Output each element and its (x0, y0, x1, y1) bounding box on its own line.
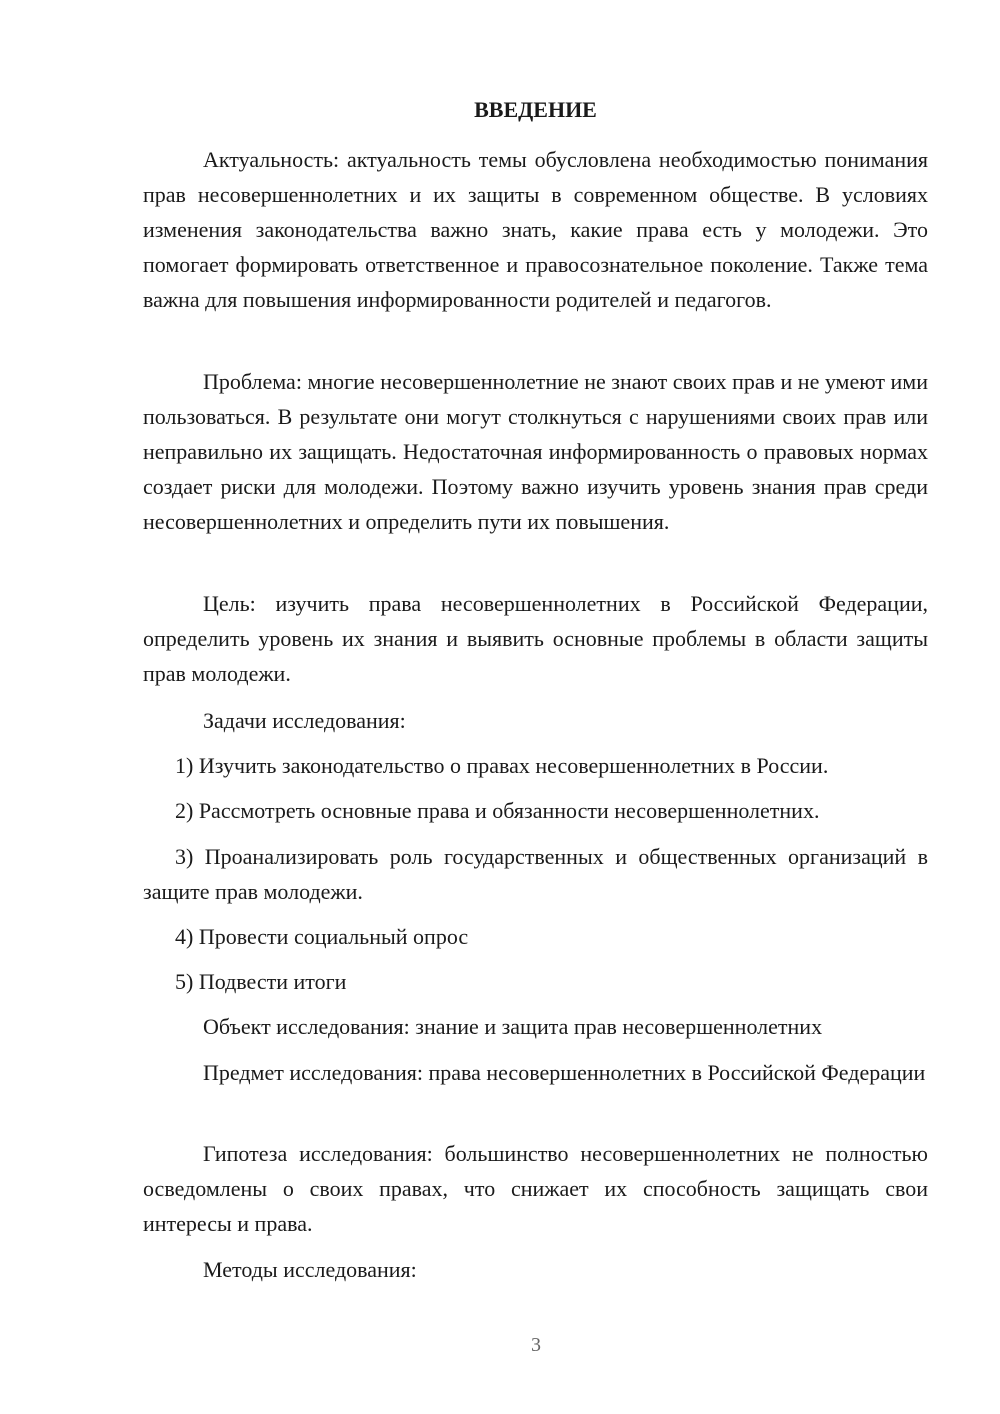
paragraph-subject: Предмет исследования: права несовершеннолетних в Российской Федерации (203, 1060, 926, 1085)
paragraph-goal: Цель: изучить права несовершеннолетних в Российской Федерации, определить уровень их знания и выявить основные проблемы в области защиты прав молодежи. (143, 591, 928, 686)
paragraph-tasks-heading: Задачи исследования: (203, 708, 406, 733)
paragraph-object: Объект исследования: знание и защита прав несовершеннолетних (203, 1014, 823, 1039)
list-item-task-4: 4) Провести социальный опрос (175, 924, 469, 949)
list-item-task-1: 1) Изучить законодательство о правах несовершеннолетних в России. (175, 753, 829, 778)
page-title: ВВЕДЕНИЕ (474, 97, 597, 122)
paragraph-methods: Методы исследования: (203, 1257, 417, 1282)
paragraph-relevance: Актуальность: актуальность темы обусловлена необходимостью понимания прав несовершеннолетних и их защиты в современном обществе. В условиях изменения законодательства важно знать, какие права есть у молодежи. Это помогает формировать ответственное и правосознательное поколение. Также тема важна для повышения информированности родителей и педагогов. (143, 147, 928, 312)
list-item-task-3: 3) Проанализировать роль государственных и общественных организаций в защите прав молодежи. (143, 844, 928, 904)
paragraph-problem: Проблема: многие несовершеннолетние не знают своих прав и не умеют ими пользоваться. В результате они могут столкнуться с нарушениями своих прав или неправильно их защищать. Недостаточная информированность о правовых нормах создает риски для молодежи. Поэтому важно изучить уровень знания прав среди несовершеннолетних и определить пути их повышения. (143, 369, 928, 534)
paragraph-hypothesis: Гипотеза исследования: большинство несовершеннолетних не полностью осведомлены о своих правах, что снижает их способность защищать свои интересы и права. (143, 1141, 928, 1236)
page-number: 3 (531, 1334, 541, 1356)
list-item-task-2: 2) Рассмотреть основные права и обязанности несовершеннолетних. (175, 798, 820, 823)
list-item-task-5: 5) Подвести итоги (175, 969, 347, 994)
